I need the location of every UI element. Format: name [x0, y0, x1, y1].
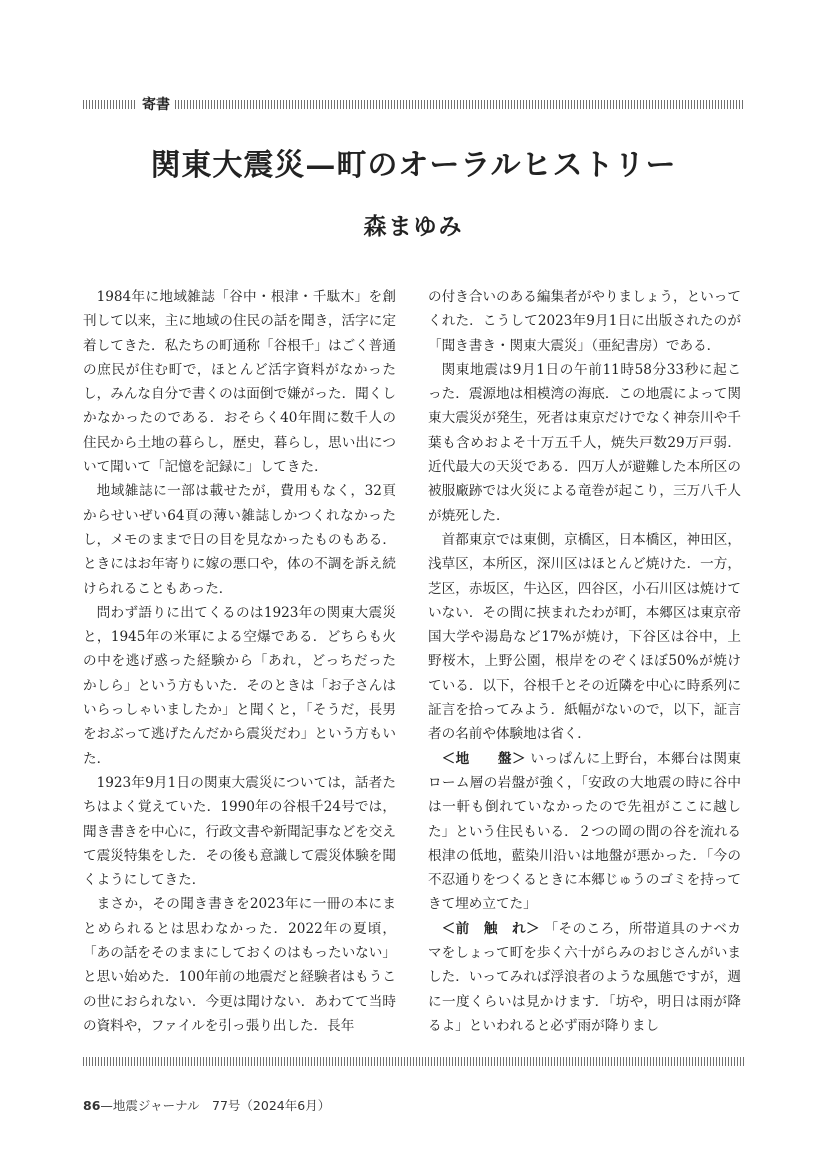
header-rule-right: [175, 100, 745, 109]
paragraph: 地域雑誌に一部は載せたが，費用もなく，32頁からせいぜい64頁の薄い雑誌しかつくれなかったし，メモのままで日の目を見なかったものもある．ときにはお年寄りに嫁の悪口や，体の不調を訴え続けられることもあった．: [83, 483, 396, 597]
keyword-jiban: ＜地 盤＞: [441, 750, 526, 767]
paragraph-maebure: [428, 917, 741, 1038]
footer-rule: [83, 1057, 745, 1066]
keyword-maebure: ＜前 触 れ＞: [441, 920, 540, 937]
page-number: 86: [83, 1098, 101, 1113]
body-column-left: [83, 285, 396, 1038]
paragraph: 1984年に地域雑誌「谷中・根津・千駄木」を創刊して以来，主に地域の住民の話を聞き，活字に定着してきた．私たちの町通称「谷根千」はごく普通の庶民が住む町で，ほとんど活字資料がなかったし，みんな自分で書くのは面倒で嫌がった．聞くしかなかったのである．おそらく40年間に数千人の住民から土地の暮らし，歴史，暮らし，思い出について聞いて「記憶を記録に」してきた．: [83, 289, 396, 476]
header-rule-left: [83, 100, 135, 109]
article-title: 関東大震災—町のオーラルヒストリー: [150, 148, 677, 183]
paragraph: 1923年9月1日の関東大震災については，話者たちはよく覚えていた．1990年の谷根千24号では，聞き書きを中心に，行政文書や新聞記事などを交えて震災特集をした．その後も意識して震災体験を聞くようにしてきた．: [83, 774, 396, 889]
paragraph-jiban: [428, 747, 741, 917]
paragraph: 関東地震は9月1日の午前11時58分33秒に起こった．震源地は相模湾の海底．この地震によって関東大震災が発生，死者は東京だけでなく神奈川や千葉も含めおよそ十万五千人，焼失戸数29万戸弱．近代最大の天災である．四万人が避難した本所区の被服廠跡では火災による竜巻が起こり，三万八千人が焼死した．: [428, 361, 741, 524]
page-footer: [83, 1096, 330, 1114]
journal-info: —地震ジャーナル 77号（2024年6月）: [100, 1098, 331, 1113]
paragraph-continuation: の付き合いのある編集者がやりましょう，といってくれた．こうして2023年9月1日に出版されたのが「聞き書き・関東大震災」（亜紀書房）である．: [428, 289, 741, 354]
paragraph: 問わず語りに出てくるのは1923年の関東大震災と，1945年の米軍による空爆である．どちらも火の中を逃げ惑った経験から「あれ，どっちだったかしら」という方もいた．そのときは「お子さんはいらっしゃいましたか」と聞くと，「そうだ，長男をおぶって逃げたんだから震災だわ」という方もいた．: [83, 604, 396, 767]
paragraph: 首都東京では東側，京橋区，日本橋区，神田区，浅草区，本所区，深川区はほとんど焼けた．一方，芝区，赤坂区，牛込区，四谷区，小石川区は焼けていない．その間に挟まれたわが町，本郷区は東京帝国大学や湯島など17%が焼け，下谷区は谷中，上野桜木，上野公園，根岸をのぞくほぼ50%が焼けている．以下，谷根千とその近隣を中心に時系列に証言を拾ってみよう．紙幅がないので，以下，証言者の名前や体験地は省く．: [428, 531, 741, 743]
paragraph: まさか，その聞き書きを2023年に一冊の本にまとめられるとは思わなかった．2022年の夏頃，「あの話をそのままにしておくのはもったいない」と思い始めた．100年前の地震だと経験者はもうこの世におられない．今更は聞けない．あわてて当時の資料や，ファイルを引っ張り出した．長年: [83, 896, 396, 1034]
keyword-maebure-text: 「そのころ，所帯道具のナベカマをしょって町を歩く六十がらみのおじさんがいました．いってみれば浮浪者のような風態ですが，週に一度くらいは見かけます．「坊や，明日は雨が降るよ」といわれると必ず雨が降りまし: [428, 920, 742, 1034]
keyword-jiban-text: いっぱんに上野台，本郷台は関東ローム層の岩盤が強く，「安政の大地震の時に谷中は一軒も倒れていなかったので先祖がここに越した」という住民もいる．２つの岡の間の谷を流れる根津の低地，藍染川沿いは地盤が悪かった．「今の不忍通りをつくるときに本郷じゅうのゴミを持ってきて埋め立てた」: [428, 750, 742, 913]
section-label: 寄書: [142, 97, 170, 113]
author-name: 森まゆみ: [363, 213, 464, 240]
body-column-right: [428, 285, 741, 1038]
